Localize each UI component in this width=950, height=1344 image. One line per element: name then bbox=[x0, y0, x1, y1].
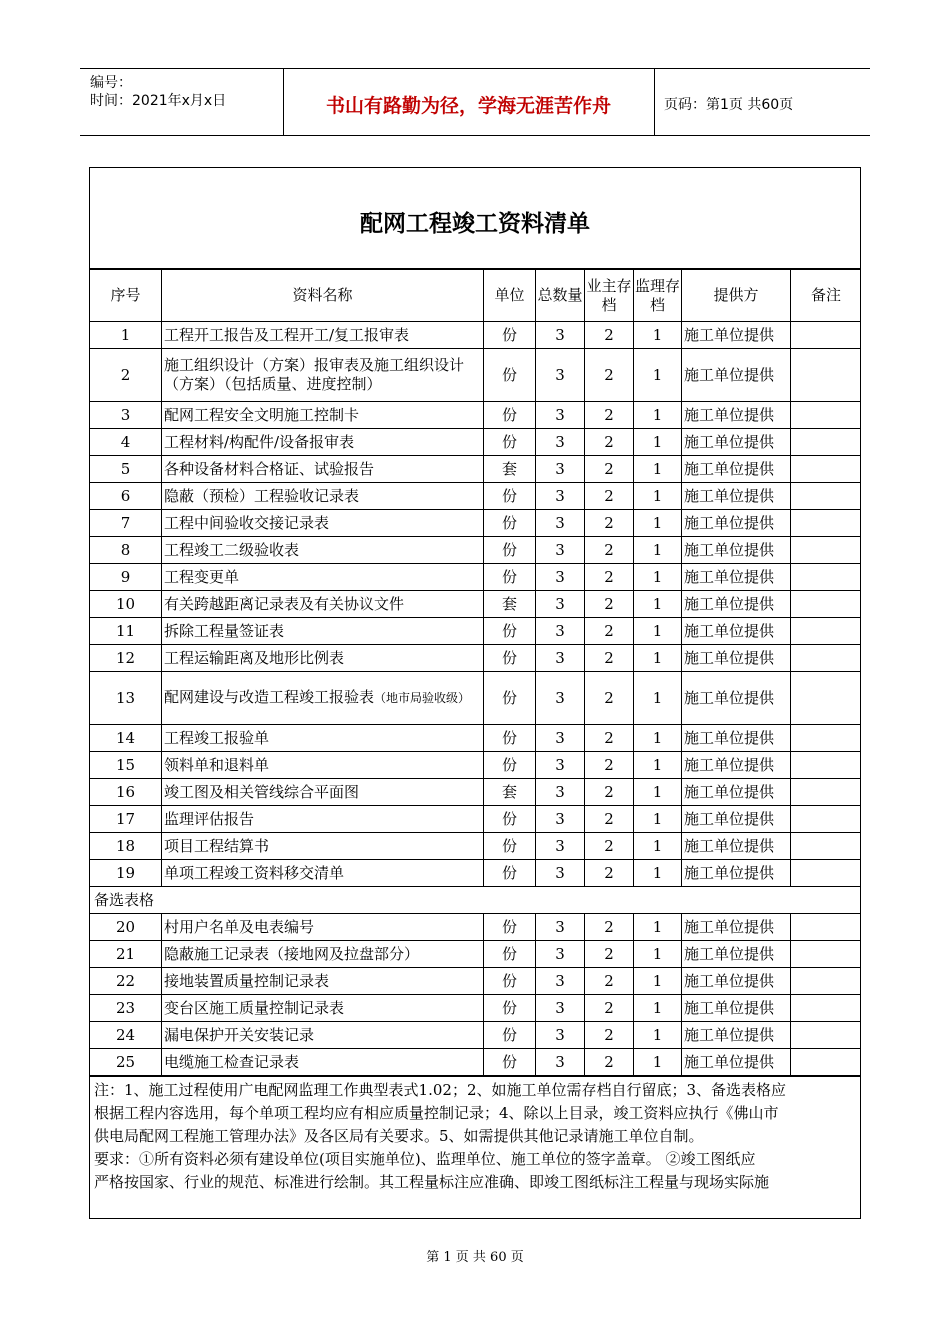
note-line: 要求：①所有资料必须有建设单位(项目实施单位)、监理单位、施工单位的签字盖章。 ②竣工图纸应 bbox=[94, 1150, 756, 1168]
supervisor-copies-cell: 1 bbox=[634, 402, 682, 429]
unit-cell: 份 bbox=[484, 968, 536, 995]
supervisor-copies-cell: 1 bbox=[634, 672, 682, 725]
item-name: 单项工程竣工资料移交清单 bbox=[162, 860, 484, 887]
table-row bbox=[90, 725, 862, 752]
unit-cell: 份 bbox=[484, 833, 536, 860]
remark-cell bbox=[791, 860, 862, 887]
row-number: 21 bbox=[90, 941, 162, 968]
unit-cell: 份 bbox=[484, 564, 536, 591]
supervisor-copies-cell: 1 bbox=[634, 995, 682, 1022]
remark-cell bbox=[791, 968, 862, 995]
provider-cell: 施工单位提供 bbox=[682, 618, 791, 645]
owner-copies-cell: 2 bbox=[585, 564, 634, 591]
row-number: 7 bbox=[90, 510, 162, 537]
item-name: 项目工程结算书 bbox=[162, 833, 484, 860]
header-number: 编号： bbox=[90, 75, 132, 91]
provider-cell: 施工单位提供 bbox=[682, 645, 791, 672]
provider-cell: 施工单位提供 bbox=[682, 672, 791, 725]
row-number: 13 bbox=[90, 672, 162, 725]
unit-cell: 份 bbox=[484, 860, 536, 887]
item-name: 拆除工程量签证表 bbox=[162, 618, 484, 645]
provider-cell: 施工单位提供 bbox=[682, 941, 791, 968]
unit-cell: 份 bbox=[484, 510, 536, 537]
unit-cell: 份 bbox=[484, 941, 536, 968]
note-line: 严格按国家、行业的规范、标准进行绘制。其工程量标注应准确、即竣工图纸标注工程量与现场实际施 bbox=[94, 1173, 770, 1191]
row-number: 4 bbox=[90, 429, 162, 456]
row-number: 18 bbox=[90, 833, 162, 860]
provider-cell: 施工单位提供 bbox=[682, 752, 791, 779]
provider-cell: 施工单位提供 bbox=[682, 860, 791, 887]
remark-cell bbox=[791, 1049, 862, 1076]
row-number: 11 bbox=[90, 618, 162, 645]
table-row bbox=[90, 564, 862, 591]
unit-cell: 份 bbox=[484, 618, 536, 645]
column-header: 提供方 bbox=[682, 270, 791, 322]
row-number: 8 bbox=[90, 537, 162, 564]
owner-copies-cell: 2 bbox=[585, 860, 634, 887]
header-bottom-rule bbox=[80, 135, 870, 136]
item-name-text: 配网建设与改造工程竣工报验表 bbox=[164, 688, 375, 706]
owner-copies-cell: 2 bbox=[585, 510, 634, 537]
row-number: 10 bbox=[90, 591, 162, 618]
unit-cell: 份 bbox=[484, 752, 536, 779]
item-name: 施工组织设计（方案）报审表及施工组织设计（方案）（包括质量、进度控制） bbox=[162, 349, 484, 402]
owner-copies-cell: 2 bbox=[585, 618, 634, 645]
item-name: 各种设备材料合格证、试验报告 bbox=[162, 456, 484, 483]
row-number: 2 bbox=[90, 349, 162, 402]
document-frame bbox=[89, 167, 861, 1219]
row-number: 6 bbox=[90, 483, 162, 510]
remark-cell bbox=[791, 483, 862, 510]
total-cell: 3 bbox=[536, 941, 585, 968]
total-cell: 3 bbox=[536, 806, 585, 833]
unit-cell: 份 bbox=[484, 1022, 536, 1049]
item-name: 工程运输距离及地形比例表 bbox=[162, 645, 484, 672]
supervisor-copies-cell: 1 bbox=[634, 860, 682, 887]
owner-copies-cell: 2 bbox=[585, 456, 634, 483]
owner-copies-cell: 2 bbox=[585, 779, 634, 806]
column-header: 序号 bbox=[90, 270, 162, 322]
owner-copies-cell: 2 bbox=[585, 591, 634, 618]
row-number: 9 bbox=[90, 564, 162, 591]
total-cell: 3 bbox=[536, 752, 585, 779]
section-row bbox=[90, 887, 862, 914]
note-line: 注：1、施工过程使用广电配网监理工作典型表式1.02；2、如施工单位需存档自行留底；3、备选表格应 bbox=[94, 1081, 787, 1099]
unit-cell: 份 bbox=[484, 402, 536, 429]
owner-copies-cell: 2 bbox=[585, 968, 634, 995]
total-cell: 3 bbox=[536, 645, 585, 672]
unit-cell: 份 bbox=[484, 349, 536, 402]
provider-cell: 施工单位提供 bbox=[682, 510, 791, 537]
provider-cell: 施工单位提供 bbox=[682, 456, 791, 483]
remark-cell bbox=[791, 564, 862, 591]
row-number: 5 bbox=[90, 456, 162, 483]
row-number: 23 bbox=[90, 995, 162, 1022]
remark-cell bbox=[791, 914, 862, 941]
table-row bbox=[90, 968, 862, 995]
remark-cell bbox=[791, 537, 862, 564]
item-name: 隐蔽施工记录表（接地网及拉盘部分） bbox=[162, 941, 484, 968]
owner-copies-cell: 2 bbox=[585, 672, 634, 725]
supervisor-copies-cell: 1 bbox=[634, 429, 682, 456]
provider-cell: 施工单位提供 bbox=[682, 537, 791, 564]
item-name: 隐蔽（预检）工程验收记录表 bbox=[162, 483, 484, 510]
total-cell: 3 bbox=[536, 402, 585, 429]
supervisor-copies-cell: 1 bbox=[634, 1049, 682, 1076]
total-cell: 3 bbox=[536, 618, 585, 645]
owner-copies-cell: 2 bbox=[585, 1049, 634, 1076]
supervisor-copies-cell: 1 bbox=[634, 564, 682, 591]
table-row bbox=[90, 591, 862, 618]
item-name: 工程材料/构配件/设备报审表 bbox=[162, 429, 484, 456]
page-footer: 第 1 页 共 60 页 bbox=[426, 1250, 524, 1265]
item-name: 工程中间验收交接记录表 bbox=[162, 510, 484, 537]
provider-cell: 施工单位提供 bbox=[682, 833, 791, 860]
provider-cell: 施工单位提供 bbox=[682, 779, 791, 806]
remark-cell bbox=[791, 322, 862, 349]
unit-cell: 份 bbox=[484, 914, 536, 941]
owner-copies-cell: 2 bbox=[585, 833, 634, 860]
item-name: 接地装置质量控制记录表 bbox=[162, 968, 484, 995]
item-name: 领料单和退料单 bbox=[162, 752, 484, 779]
provider-cell: 施工单位提供 bbox=[682, 806, 791, 833]
provider-cell: 施工单位提供 bbox=[682, 1049, 791, 1076]
owner-copies-cell: 2 bbox=[585, 725, 634, 752]
total-cell: 3 bbox=[536, 860, 585, 887]
column-header: 总数量 bbox=[536, 270, 585, 322]
owner-copies-cell: 2 bbox=[585, 914, 634, 941]
materials-table bbox=[89, 269, 861, 1076]
unit-cell: 份 bbox=[484, 672, 536, 725]
supervisor-copies-cell: 1 bbox=[634, 456, 682, 483]
owner-copies-cell: 2 bbox=[585, 483, 634, 510]
table-row bbox=[90, 1022, 862, 1049]
supervisor-copies-cell: 1 bbox=[634, 941, 682, 968]
total-cell: 3 bbox=[536, 833, 585, 860]
table-row bbox=[90, 779, 862, 806]
supervisor-copies-cell: 1 bbox=[634, 752, 682, 779]
unit-cell: 套 bbox=[484, 456, 536, 483]
provider-cell: 施工单位提供 bbox=[682, 349, 791, 402]
note-line: 供电局配网工程施工管理办法》及各区局有关要求。5、如需提供其他记录请施工单位自制。 bbox=[94, 1127, 704, 1145]
supervisor-copies-cell: 1 bbox=[634, 483, 682, 510]
remark-cell bbox=[791, 995, 862, 1022]
table-row bbox=[90, 995, 862, 1022]
provider-cell: 施工单位提供 bbox=[682, 1022, 791, 1049]
supervisor-copies-cell: 1 bbox=[634, 806, 682, 833]
row-number: 15 bbox=[90, 752, 162, 779]
owner-copies-cell: 2 bbox=[585, 645, 634, 672]
item-name: 工程开工报告及工程开工/复工报审表 bbox=[162, 322, 484, 349]
table-row bbox=[90, 618, 862, 645]
unit-cell: 份 bbox=[484, 1049, 536, 1076]
owner-copies-cell: 2 bbox=[585, 995, 634, 1022]
item-name: 漏电保护开关安装记录 bbox=[162, 1022, 484, 1049]
item-name: 监理评估报告 bbox=[162, 806, 484, 833]
unit-cell: 份 bbox=[484, 995, 536, 1022]
total-cell: 3 bbox=[536, 725, 585, 752]
total-cell: 3 bbox=[536, 429, 585, 456]
notes-block bbox=[90, 1076, 861, 1194]
supervisor-copies-cell: 1 bbox=[634, 833, 682, 860]
total-cell: 3 bbox=[536, 510, 585, 537]
owner-copies-cell: 2 bbox=[585, 941, 634, 968]
remark-cell bbox=[791, 941, 862, 968]
total-cell: 3 bbox=[536, 995, 585, 1022]
table-row bbox=[90, 752, 862, 779]
owner-copies-cell: 2 bbox=[585, 1022, 634, 1049]
provider-cell: 施工单位提供 bbox=[682, 402, 791, 429]
document-title: 配网工程竣工资料清单 bbox=[90, 168, 860, 269]
supervisor-copies-cell: 1 bbox=[634, 537, 682, 564]
provider-cell: 施工单位提供 bbox=[682, 483, 791, 510]
header-motto: 书山有路勤为径，学海无涯苦作舟 bbox=[325, 95, 611, 117]
supervisor-copies-cell: 1 bbox=[634, 618, 682, 645]
supervisor-copies-cell: 1 bbox=[634, 725, 682, 752]
supervisor-copies-cell: 1 bbox=[634, 1022, 682, 1049]
row-number: 25 bbox=[90, 1049, 162, 1076]
item-name: 村用户名单及电表编号 bbox=[162, 914, 484, 941]
remark-cell bbox=[791, 672, 862, 725]
table-row bbox=[90, 941, 862, 968]
note-line: 根据工程内容选用，每个单项工程均应有相应质量控制记录；4、除以上目录，竣工资料应执行《佛山市 bbox=[94, 1104, 779, 1122]
supervisor-copies-cell: 1 bbox=[634, 591, 682, 618]
header-page-info: 页码：第1页 共60页 bbox=[664, 97, 794, 113]
provider-cell: 施工单位提供 bbox=[682, 725, 791, 752]
unit-cell: 份 bbox=[484, 725, 536, 752]
column-header: 监理存档 bbox=[634, 270, 682, 322]
provider-cell: 施工单位提供 bbox=[682, 914, 791, 941]
row-number: 12 bbox=[90, 645, 162, 672]
table-row bbox=[90, 456, 862, 483]
unit-cell: 份 bbox=[484, 429, 536, 456]
provider-cell: 施工单位提供 bbox=[682, 322, 791, 349]
item-name: 工程竣工二级验收表 bbox=[162, 537, 484, 564]
supervisor-copies-cell: 1 bbox=[634, 645, 682, 672]
provider-cell: 施工单位提供 bbox=[682, 429, 791, 456]
remark-cell bbox=[791, 645, 862, 672]
owner-copies-cell: 2 bbox=[585, 349, 634, 402]
total-cell: 3 bbox=[536, 672, 585, 725]
table-row bbox=[90, 322, 862, 349]
item-name: 配网工程安全文明施工控制卡 bbox=[162, 402, 484, 429]
item-name-note: （地市局验收级） bbox=[374, 691, 471, 705]
remark-cell bbox=[791, 510, 862, 537]
column-header: 资料名称 bbox=[162, 270, 484, 322]
total-cell: 3 bbox=[536, 779, 585, 806]
unit-cell: 份 bbox=[484, 483, 536, 510]
table-row bbox=[90, 860, 862, 887]
supervisor-copies-cell: 1 bbox=[634, 779, 682, 806]
table-row bbox=[90, 914, 862, 941]
remark-cell bbox=[791, 779, 862, 806]
table-row bbox=[90, 483, 862, 510]
table-row bbox=[90, 402, 862, 429]
owner-copies-cell: 2 bbox=[585, 402, 634, 429]
total-cell: 3 bbox=[536, 322, 585, 349]
supervisor-copies-cell: 1 bbox=[634, 510, 682, 537]
supervisor-copies-cell: 1 bbox=[634, 914, 682, 941]
total-cell: 3 bbox=[536, 968, 585, 995]
owner-copies-cell: 2 bbox=[585, 537, 634, 564]
total-cell: 3 bbox=[536, 537, 585, 564]
remark-cell bbox=[791, 591, 862, 618]
owner-copies-cell: 2 bbox=[585, 806, 634, 833]
table-row bbox=[90, 349, 862, 402]
supervisor-copies-cell: 1 bbox=[634, 322, 682, 349]
row-number: 16 bbox=[90, 779, 162, 806]
item-name: 工程竣工报验单 bbox=[162, 725, 484, 752]
row-number: 17 bbox=[90, 806, 162, 833]
provider-cell: 施工单位提供 bbox=[682, 968, 791, 995]
column-header: 业主存档 bbox=[585, 270, 634, 322]
row-number: 14 bbox=[90, 725, 162, 752]
total-cell: 3 bbox=[536, 914, 585, 941]
item-name: 变台区施工质量控制记录表 bbox=[162, 995, 484, 1022]
remark-cell bbox=[791, 456, 862, 483]
header-date: 时间：2021年x月x日 bbox=[90, 93, 227, 109]
total-cell: 3 bbox=[536, 349, 585, 402]
table-header-row bbox=[90, 270, 862, 322]
remark-cell bbox=[791, 349, 862, 402]
owner-copies-cell: 2 bbox=[585, 322, 634, 349]
table-row bbox=[90, 537, 862, 564]
item-name bbox=[162, 672, 484, 725]
column-header: 单位 bbox=[484, 270, 536, 322]
row-number: 20 bbox=[90, 914, 162, 941]
total-cell: 3 bbox=[536, 483, 585, 510]
table-row bbox=[90, 806, 862, 833]
item-name: 有关跨越距离记录表及有关协议文件 bbox=[162, 591, 484, 618]
total-cell: 3 bbox=[536, 456, 585, 483]
remark-cell bbox=[791, 725, 862, 752]
remark-cell bbox=[791, 833, 862, 860]
remark-cell bbox=[791, 429, 862, 456]
row-number: 19 bbox=[90, 860, 162, 887]
section-label: 备选表格 bbox=[90, 887, 862, 914]
unit-cell: 份 bbox=[484, 645, 536, 672]
unit-cell: 份 bbox=[484, 806, 536, 833]
unit-cell: 份 bbox=[484, 537, 536, 564]
remark-cell bbox=[791, 806, 862, 833]
remark-cell bbox=[791, 752, 862, 779]
total-cell: 3 bbox=[536, 1049, 585, 1076]
total-cell: 3 bbox=[536, 1022, 585, 1049]
owner-copies-cell: 2 bbox=[585, 429, 634, 456]
total-cell: 3 bbox=[536, 564, 585, 591]
row-number: 22 bbox=[90, 968, 162, 995]
remark-cell bbox=[791, 402, 862, 429]
item-name: 工程变更单 bbox=[162, 564, 484, 591]
row-number: 1 bbox=[90, 322, 162, 349]
table-row bbox=[90, 672, 862, 725]
total-cell: 3 bbox=[536, 591, 585, 618]
table-row bbox=[90, 510, 862, 537]
supervisor-copies-cell: 1 bbox=[634, 968, 682, 995]
row-number: 3 bbox=[90, 402, 162, 429]
header-top-rule bbox=[80, 68, 870, 69]
unit-cell: 份 bbox=[484, 322, 536, 349]
column-header: 备注 bbox=[791, 270, 862, 322]
table-row bbox=[90, 1049, 862, 1076]
row-number: 24 bbox=[90, 1022, 162, 1049]
unit-cell: 套 bbox=[484, 591, 536, 618]
remark-cell bbox=[791, 1022, 862, 1049]
table-row bbox=[90, 645, 862, 672]
unit-cell: 套 bbox=[484, 779, 536, 806]
provider-cell: 施工单位提供 bbox=[682, 591, 791, 618]
supervisor-copies-cell: 1 bbox=[634, 349, 682, 402]
item-name: 电缆施工检查记录表 bbox=[162, 1049, 484, 1076]
provider-cell: 施工单位提供 bbox=[682, 564, 791, 591]
item-name: 竣工图及相关管线综合平面图 bbox=[162, 779, 484, 806]
header-divider bbox=[654, 68, 655, 135]
table-row bbox=[90, 429, 862, 456]
owner-copies-cell: 2 bbox=[585, 752, 634, 779]
remark-cell bbox=[791, 618, 862, 645]
provider-cell: 施工单位提供 bbox=[682, 995, 791, 1022]
table-row bbox=[90, 833, 862, 860]
